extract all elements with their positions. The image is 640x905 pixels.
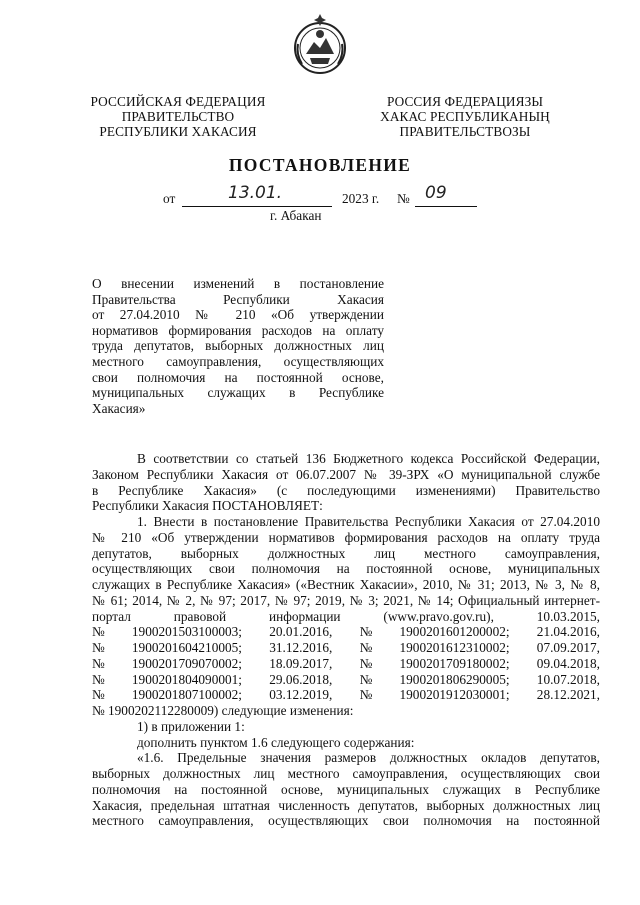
body-word: № [359, 687, 373, 703]
body-word: 1900201709180002; [399, 655, 510, 671]
body-word: № [92, 655, 105, 671]
body-word: выборных должностных лиц местного самоуправления, осуществляющих свои [92, 766, 600, 781]
body-word: Правительство [515, 482, 600, 498]
header-right [370, 94, 560, 139]
header-left-line: РЕСПУБЛИКИ ХАКАСИЯ [99, 124, 257, 139]
body-line [92, 640, 600, 656]
body-word: 1900201806290005; [399, 671, 510, 687]
body-word: 1900201612310002; [399, 640, 510, 655]
body-word: местного [423, 545, 476, 561]
body-word: 18.09.2017, [269, 655, 333, 671]
body-word: № 1900202112280009) следующие изменения: [92, 703, 354, 718]
header-left-line: ПРАВИТЕЛЬСТВО [121, 109, 235, 124]
body-line [92, 766, 600, 782]
body-word: 1900201804090001; [131, 671, 242, 687]
body-word: служащих в Республике Хакасия» («Вестник Хакасии», 2010, № 31; 2013, № 3, № 8, [92, 577, 600, 592]
body-word: изменениями) [415, 482, 496, 498]
date-line [0, 183, 640, 209]
body-word: 10.03.2015, [536, 608, 600, 624]
body-word: 1900201807100002; [131, 687, 242, 703]
body-word: № 210 «Об утверждении нормативов формирования расходов на оплату труда [92, 529, 600, 545]
body-line [92, 656, 600, 672]
body-line [92, 782, 600, 798]
body-word: № [92, 687, 105, 703]
body-word: № [92, 624, 105, 640]
body-word: 28.12.2021, [536, 687, 600, 703]
city-label: г. Абакан [270, 208, 322, 223]
body-word: 1) в приложении 1: [137, 718, 245, 734]
body-word: полномочия на постоянной основе, муниципальных служащих в Республике [92, 781, 600, 797]
body-word: № [359, 655, 373, 671]
body-line [92, 546, 600, 562]
subject-line: О внесении изменений в постановление [92, 276, 384, 291]
body-word: правовой [173, 608, 227, 624]
body-line [92, 798, 600, 814]
body-word: дополнить пунктом 1.6 следующего содержания: [137, 734, 415, 750]
body-word: информации [269, 608, 341, 624]
body-word: Хакасия» [203, 482, 257, 498]
coat-of-arms-emblem [292, 14, 348, 76]
body-word: 1900201503100003; [131, 624, 242, 640]
body-line [92, 577, 600, 593]
header-right-line: ХАКАС РЕСПУБЛИКАНЫҢ [380, 109, 550, 124]
body-word: Законом Республики Хакасия от 06.07.2007 № 39-ЗРХ «О муниципальной службе [92, 466, 600, 482]
subject-line: нормативов формирования расходов на оплату [92, 322, 384, 338]
body-word: 29.06.2018, [269, 671, 333, 687]
body-word: местного самоуправления, осуществляющих свои полномочия на постоянной [92, 813, 600, 829]
body-line [92, 593, 600, 609]
header-left [80, 94, 276, 139]
body-line [92, 624, 600, 640]
body-word: (с [276, 482, 288, 498]
body-line [92, 467, 600, 483]
body-line [92, 561, 600, 577]
body-word: «1.6. Предельные значения размеров должностных окладов депутатов, [137, 750, 600, 766]
subject-line: свои полномочия на постоянной основе, [92, 369, 384, 385]
body-text [92, 451, 600, 829]
body-line [92, 498, 600, 514]
body-word: 31.12.2016, [269, 640, 333, 655]
body-line [92, 483, 600, 499]
header-right-line: ПРАВИТЕЛЬСТВОЗЫ [399, 124, 531, 139]
body-line [92, 530, 600, 546]
body-word: 1900201601200002; [399, 624, 510, 640]
header-left-line: РОССИЙСКАЯ ФЕДЕРАЦИЯ [90, 94, 266, 109]
handwritten-number: 09 [425, 183, 447, 203]
body-word: № [92, 640, 105, 655]
body-word: № [92, 671, 105, 687]
body-line [92, 719, 600, 735]
body-word: лиц [374, 545, 396, 561]
body-word: осуществляющих свои полномочия на постоянной основе, муниципальных [92, 561, 600, 577]
body-word: № [359, 640, 373, 655]
body-line [92, 703, 600, 719]
body-word: № [359, 671, 373, 687]
body-word: В соответствии со статьей 136 Бюджетного кодекса Российской Федерации, [137, 451, 600, 466]
body-line [92, 672, 600, 688]
body-line [92, 687, 600, 703]
body-line [92, 514, 600, 530]
body-word: 1900201709070002; [131, 655, 242, 671]
body-word: 20.01.2016, [269, 624, 333, 640]
subject-line: от 27.04.2010 № 210 «Об утверждении [92, 307, 384, 323]
number-label: № [397, 191, 410, 206]
subject-line: местного самоуправления, осуществляющих [92, 353, 384, 369]
body-line [92, 451, 600, 467]
body-line [92, 735, 600, 751]
body-word: 1900201604210005; [131, 640, 242, 655]
body-word: выборных [180, 545, 239, 561]
body-word: депутатов, [92, 545, 152, 561]
body-word: самоуправления, [504, 545, 600, 561]
body-word: Республике [118, 482, 184, 498]
body-word: 07.09.2017, [536, 640, 600, 655]
body-word: № [359, 624, 373, 640]
subject-line: Правительства Республики Хакасия [92, 291, 384, 307]
body-word: должностных [267, 545, 346, 561]
from-label: от [163, 191, 176, 206]
subject-line: муниципальных служащих в Республике [92, 385, 384, 401]
body-word: № 61; 2014, № 2, № 97; 2017, № 97; 2019, № 3; 2021, № 14; Официальный интернет- [92, 592, 600, 608]
body-word: Хакасия, предельная штатная численность депутатов, выборных должностных лиц [92, 797, 600, 813]
body-line [92, 609, 600, 625]
body-word: в [92, 482, 99, 498]
number-underline [415, 206, 477, 207]
header-right-line: РОССИЯ ФЕДЕРАЦИЯЗЫ [386, 94, 544, 109]
body-word: 03.12.2019, [269, 687, 333, 703]
year-label: 2023 г. [342, 191, 380, 206]
handwritten-date: 13.01. [228, 183, 283, 203]
subject-line: Хакасия» [92, 400, 146, 416]
body-line [92, 813, 600, 829]
date-underline [182, 206, 332, 207]
subject-line: труда депутатов, выборных должностных лиц [92, 338, 384, 354]
document-title: ПОСТАНОВЛЕНИЕ [228, 155, 412, 175]
body-word: 1900201912030001; [399, 687, 510, 703]
body-word: портал [92, 608, 131, 624]
subject-block [92, 276, 384, 416]
body-line [92, 750, 600, 766]
body-word: последующими [307, 482, 396, 498]
body-word: (www.pravo.gov.ru), [383, 608, 494, 624]
body-word: 21.04.2016, [536, 624, 600, 640]
body-word: 1. Внести в постановление Правительства Республики Хакасия от 27.04.2010 [137, 514, 600, 529]
body-word: Республики Хакасия ПОСТАНОВЛЯЕТ: [92, 498, 323, 514]
body-word: 09.04.2018, [536, 655, 600, 671]
body-word: 10.07.2018, [536, 671, 600, 687]
